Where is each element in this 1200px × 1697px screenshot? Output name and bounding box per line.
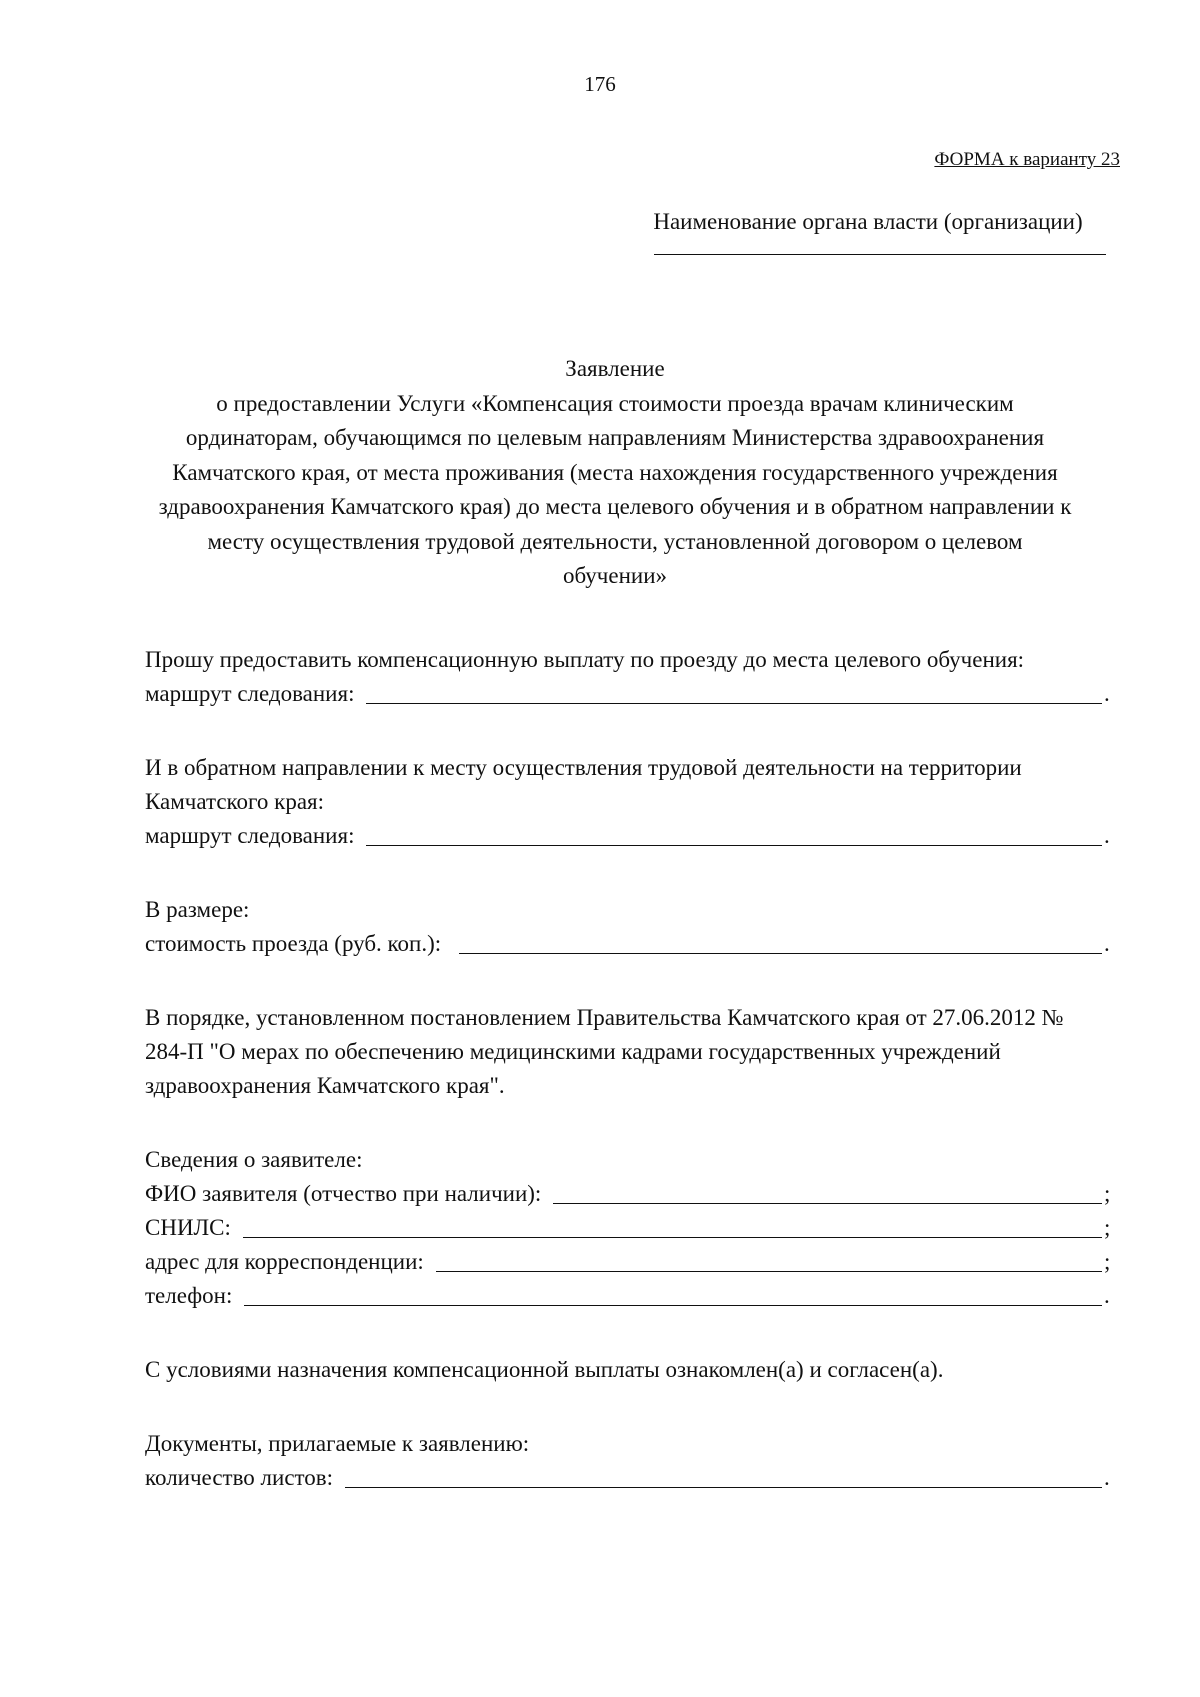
sheet-count-row [145, 1461, 1112, 1495]
authority-name-line[interactable] [654, 254, 1106, 255]
row-end-mark: . [1104, 681, 1110, 706]
title-line: месту осуществления трудовой деятельности, установленной договором о целевом [207, 528, 1023, 554]
route-label: маршрут следования: [145, 823, 355, 848]
row-end-mark: . [1104, 931, 1110, 956]
applicant-name-label: ФИО заявителя (отчество при наличии): [145, 1181, 542, 1206]
legal-basis-line: 284-П "О мерах по обеспечению медицинскими кадрами государственных учреждений [145, 1039, 1001, 1064]
address-field[interactable] [436, 1271, 1102, 1272]
row-end-mark: . [1104, 823, 1110, 848]
authority-block [638, 206, 1098, 255]
form-reference: ФОРМА к варианту 23 [934, 149, 1120, 170]
request-text: Прошу предоставить компенсационную выплату по проезду до места целевого обучения: [145, 647, 1025, 672]
row-end-mark: ; [1104, 1181, 1111, 1206]
application-title [120, 352, 1110, 594]
phone-row [145, 1279, 1112, 1313]
return-text-line: И в обратном направлении к месту осуществления трудовой деятельности на территории [145, 755, 1022, 780]
route-return-field[interactable] [366, 845, 1102, 846]
address-label: адрес для корреспонденции: [145, 1249, 424, 1274]
sheet-count-field[interactable] [345, 1487, 1102, 1488]
application-body [145, 643, 1112, 1495]
legal-basis-line: В порядке, установленном постановлением Правительства Камчатского края от 27.06.2012 № [145, 1005, 1064, 1030]
title-line: Камчатского края, от места проживания (места нахождения государственного учреждения [172, 459, 1058, 485]
snils-label: СНИЛС: [145, 1215, 231, 1240]
phone-label: телефон: [145, 1283, 233, 1308]
documents-heading: Документы, прилагаемые к заявлению: [145, 1431, 530, 1456]
travel-cost-label: стоимость проезда (руб. коп.): [145, 931, 442, 956]
applicant-name-field[interactable] [553, 1203, 1102, 1204]
title-line: ординаторам, обучающимся по целевым направлениям Министерства здравоохранения [185, 425, 1045, 450]
title-line: обучении» [562, 563, 668, 588]
page-number: 176 [584, 72, 616, 96]
authority-label: Наименование органа власти (организации) [653, 209, 1083, 234]
title-line: здравоохранения Камчатского края) до места целевого обучения и в обратном направлении к [158, 494, 1072, 519]
snils-row [145, 1211, 1112, 1245]
title-line: о предоставлении Услуги «Компенсация стоимости проезда врачам клиническим [216, 390, 1014, 416]
applicant-heading: Сведения о заявителе: [145, 1147, 363, 1172]
consent-text: С условиями назначения компенсационной выплаты ознакомлен(а) и согласен(а). [145, 1357, 944, 1382]
row-end-mark: . [1104, 1283, 1110, 1308]
row-end-mark: ; [1104, 1215, 1111, 1240]
row-end-mark: ; [1104, 1249, 1111, 1274]
snils-field[interactable] [243, 1237, 1102, 1238]
row-end-mark: . [1104, 1465, 1110, 1490]
travel-cost-field[interactable] [459, 953, 1102, 954]
legal-basis-line: здравоохранения Камчатского края". [145, 1073, 505, 1098]
return-text-line: Камчатского края: [145, 789, 324, 814]
applicant-name-row [145, 1177, 1112, 1211]
sheet-count-label: количество листов: [145, 1465, 334, 1490]
route-to-study-field[interactable] [366, 703, 1102, 704]
travel-cost-row [145, 927, 1112, 961]
route-label: маршрут следования: [145, 681, 355, 706]
address-row [145, 1245, 1112, 1279]
route-return-row [145, 819, 1112, 853]
route-to-study-row [145, 677, 1112, 711]
phone-field[interactable] [244, 1305, 1102, 1306]
amount-heading: В размере: [145, 897, 250, 922]
title-heading: Заявление [565, 356, 665, 381]
